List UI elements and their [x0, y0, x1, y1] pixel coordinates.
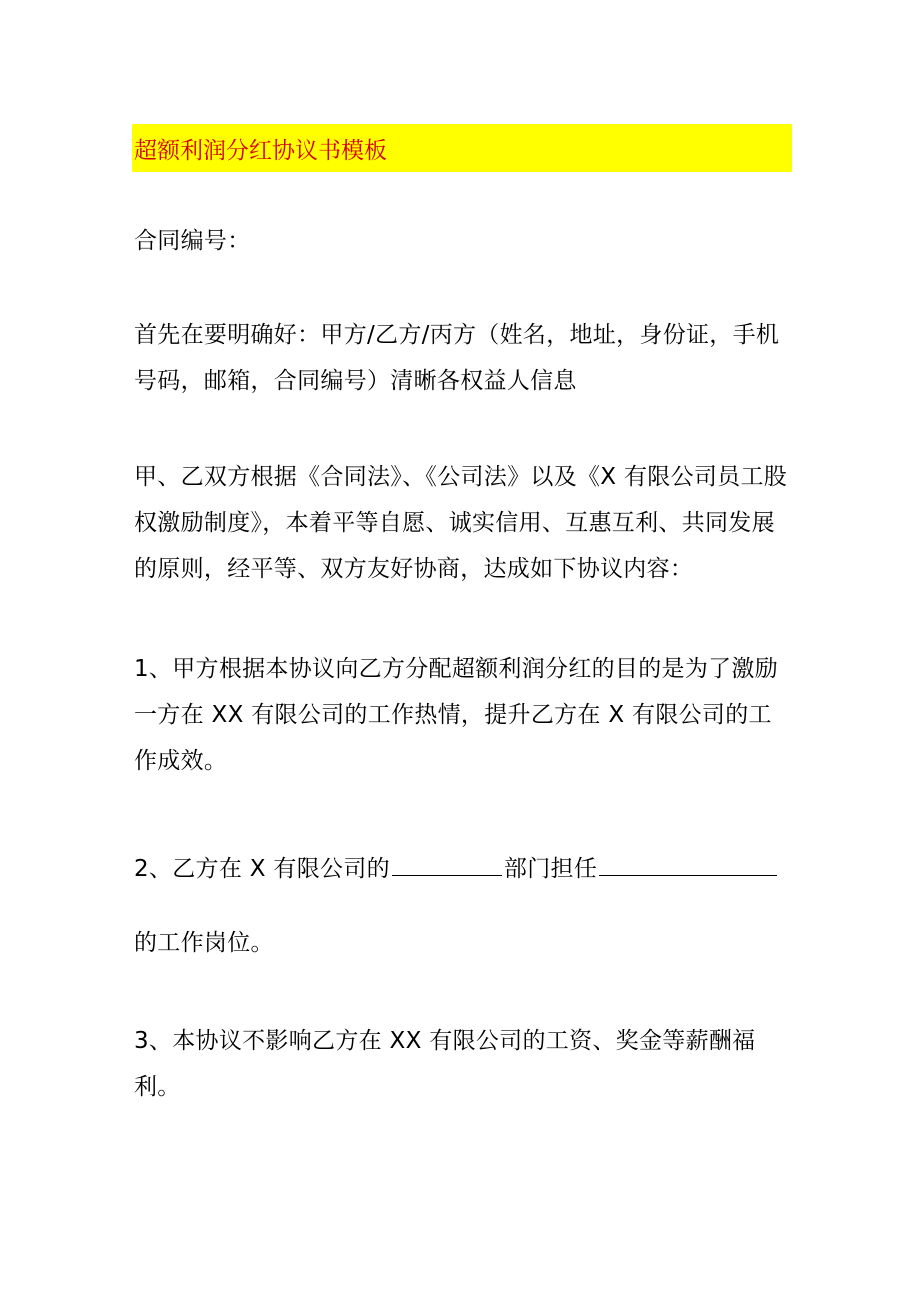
department-blank [392, 849, 502, 876]
preamble-paragraph: 甲、乙双方根据《合同法》、《公司法》以及《X 有限公司员工股权激励制度》，本着平等自愿、诚实信用、互惠互利、共同发展的原则，经平等、双方友好协商，达成如下协议内容： [134, 464, 788, 582]
clause-2-part2: 部门担任 [503, 856, 598, 882]
clause-1: 1、甲方根据本协议向乙方分配超额利润分红的目的是为了激励一方在 XX 有限公司的工作热情，提升乙方在 X 有限公司的工作成效。 [134, 656, 779, 774]
clause-2-part1: 2、乙方在 X 有限公司的 [134, 856, 390, 882]
clause-2-line [134, 846, 794, 892]
contract-number-label: 合同编号： [134, 228, 251, 254]
title-highlight [132, 124, 792, 172]
document-title: 超额利润分红协议书模板 [134, 137, 387, 164]
position-blank [599, 849, 777, 876]
clause-3: 3、本协议不影响乙方在 XX 有限公司的工资、奖金等薪酬福利。 [134, 1028, 756, 1100]
clause-2-continuation: 的工作岗位。 [134, 930, 274, 956]
intro-paragraph: 首先在要明确好：甲方/乙方/丙方（姓名，地址，身份证，手机号码，邮箱，合同编号）清晰各权益人信息 [134, 322, 780, 394]
